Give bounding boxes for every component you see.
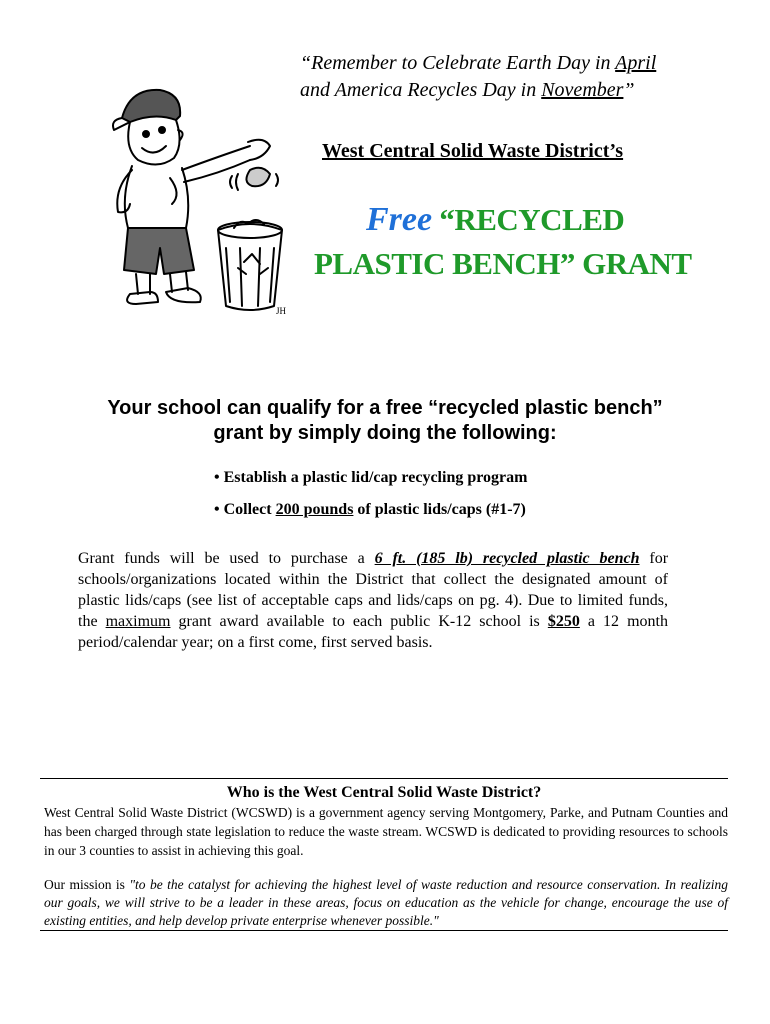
earth-day-quote: “Remember to Celebrate Earth Day in April and America Recycles Day in November” <box>300 52 657 101</box>
who-section-title: Who is the West Central Solid Waste District? <box>226 784 542 801</box>
november-underlined: November <box>541 79 624 101</box>
list-item: • Establish a plastic lid/cap recycling program <box>214 462 527 494</box>
list-item: • Collect 200 pounds of plastic lids/caps (#1-7) <box>214 494 527 526</box>
mission-statement: Our mission is "to be the catalyst for achieving the highest level of waste reduction and resource conservation. In realizing our goals, we will strive to be a leader in these areas, focus on education as the vehicle for change, encourage the use of existing entities, and help develop private enterprise whenever possible." <box>44 877 728 928</box>
grant-title: Free “RECYCLED PLASTIC BENCH” GRANT <box>314 201 692 281</box>
who-section-body: West Central Solid Waste District (WCSWD) is a government agency serving Montgomery, Parke, and Putnam Counties and has been charged through state legislation to reduce the waste stream. WCSWD is dedicated to providing resources to schools in our 3 counties to assist in achieving this goal. <box>44 805 728 858</box>
section-divider-bottom <box>40 930 728 931</box>
artist-signature: JH <box>276 306 287 316</box>
qualify-heading: Your school can qualify for a free “recycled plastic bench” grant by simply doing the following: <box>107 397 663 444</box>
requirements-list <box>214 462 527 526</box>
free-word: Free <box>366 201 433 238</box>
grant-funds-paragraph: Grant funds will be used to purchase a 6 ft. (185 lb) recycled plastic bench for schools/organizations located within the District that collect the designated amount of plastic lids/caps (see list of acceptable caps and lids/caps on pg. 4). Due to limited funds, the maximum grant award available to each public K-12 school is $250 a 12 month period/calendar year; on a first come, first served basis. <box>78 550 669 651</box>
april-underlined: April <box>615 52 657 74</box>
boy-recycling-illustration <box>100 78 300 328</box>
district-heading: West Central Solid Waste District’s <box>322 140 624 162</box>
section-divider-top <box>40 778 728 779</box>
